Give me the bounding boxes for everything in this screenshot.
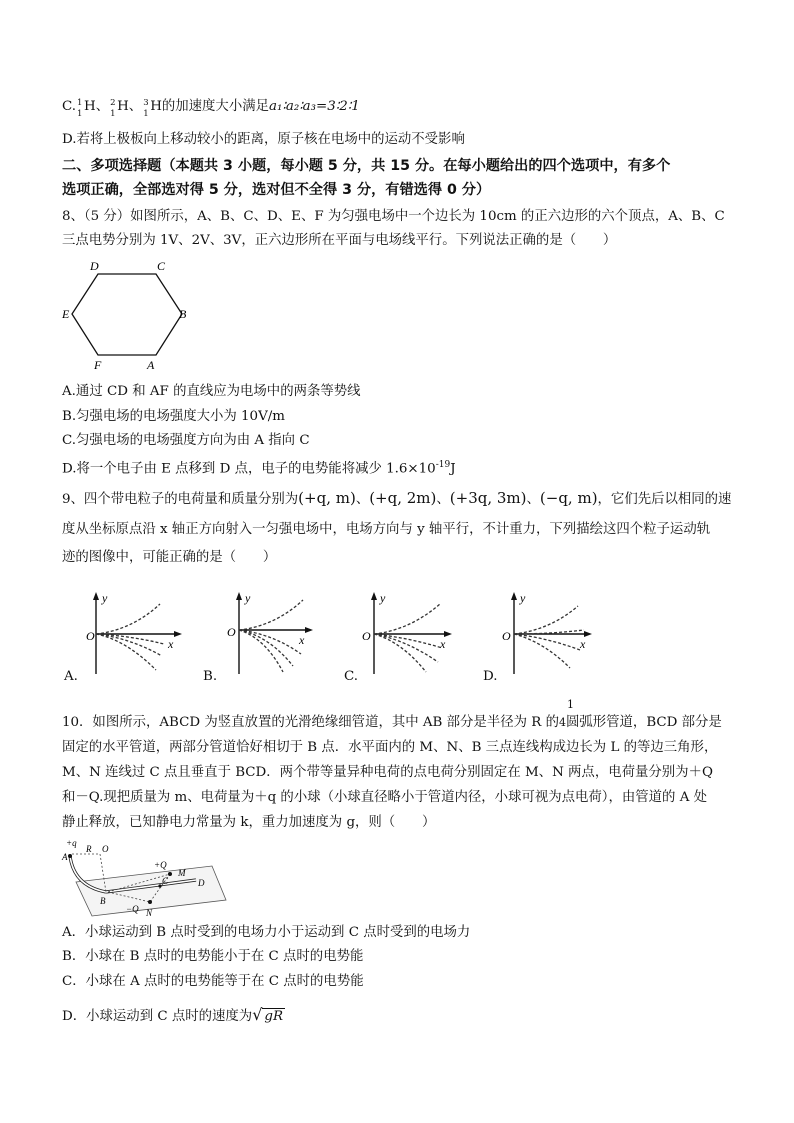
particle-3: (+3q, 3m) bbox=[449, 489, 527, 507]
svg-text:B: B bbox=[100, 896, 106, 906]
q9-stem-line2: 度从坐标原点沿 x 轴正方向射入一匀强电场中，电场方向与 y 轴平行，不计重力，下列描绘这四个粒子运动轨 bbox=[62, 522, 711, 537]
svg-text:O: O bbox=[362, 629, 371, 643]
svg-text:+q: +q bbox=[66, 838, 77, 848]
trajectory-graph-b bbox=[225, 590, 325, 680]
fraction-denominator: 4 bbox=[558, 716, 566, 729]
svg-text:D: D bbox=[198, 878, 205, 888]
svg-text:y: y bbox=[380, 591, 386, 605]
q8-stem-line2: 三点电势分别为 1V、2V、3V，正六边形所在平面与电场线平行。下列说法正确的是（ ） bbox=[62, 233, 617, 248]
svg-text:y: y bbox=[520, 591, 526, 605]
q10-option-d: D．小球运动到 C 点时的速度为√ gR bbox=[62, 1005, 284, 1024]
origin-label: O bbox=[86, 629, 95, 643]
svg-text:R: R bbox=[86, 844, 92, 854]
vertex-label-e: E bbox=[62, 307, 70, 321]
q8-option-d: D.将一个电子由 E 点移到 D 点，电子的电势能将减少 $1.6\times 10^{-19}J$ bbox=[62, 460, 456, 477]
q9-stem-line1: 9、四个带电粒子的电荷量和质量分别为(+q, m)、(+q, 2m)、(+3q, 3m)、(−q, m)，它们先后以相同的速 bbox=[62, 489, 732, 507]
hexagon bbox=[72, 274, 182, 355]
svg-text:N: N bbox=[146, 908, 153, 918]
q8-stem-line1: 8、（5 分）如图所示，A、B、C、D、E、F 为匀强电场中一个边长为 10cm 的正六边形的六个顶点，A、B、C bbox=[62, 209, 725, 224]
q10-stem-line3: M、N 连线过 C 点且垂直于 BCD．两个带等量异种电荷的点电荷分别固定在 M、N 两点，电荷量分别为＋Q bbox=[62, 765, 713, 780]
particle-1: (+q, m) bbox=[298, 489, 356, 507]
pipe-figure bbox=[62, 838, 232, 918]
vertex-label-a: A bbox=[147, 358, 155, 372]
sqrt-radicand: gR bbox=[264, 1009, 284, 1024]
svg-text:A: A bbox=[62, 852, 68, 862]
svg-text:O: O bbox=[502, 629, 511, 643]
vertex-label-b: B bbox=[179, 307, 187, 321]
q10-option-a: A．小球运动到 B 点时受到的电场力小于运动到 C 点时受到的电场力 bbox=[62, 925, 471, 940]
q8-option-a: A.通过 CD 和 AF 的直线应为电场中的两条等势线 bbox=[62, 384, 361, 399]
svg-text:+Q: +Q bbox=[154, 860, 167, 870]
isotope-2: 2 1 bbox=[110, 98, 116, 119]
x-axis-label: x bbox=[168, 637, 174, 651]
svg-text:O: O bbox=[102, 844, 109, 854]
q9-option-label-c: C. bbox=[344, 669, 359, 684]
q9-option-label-b: B. bbox=[203, 669, 218, 684]
q10-option-c: C．小球在 A 点时的电势能等于在 C 点时的电势能 bbox=[62, 974, 364, 989]
svg-text:y: y bbox=[245, 591, 251, 605]
q10-stem-line5: 静止释放，已知静电力常量为 k，重力加速度为 g，则（ ） bbox=[62, 815, 436, 830]
particle-2: (+q, 2m) bbox=[369, 489, 437, 507]
section-heading-line2: 选项正确，全部选对得 5 分，选对但不全得 3 分，有错选得 0 分） bbox=[62, 182, 491, 198]
fraction-numerator: 1 bbox=[567, 698, 574, 711]
vertex-label-c: C bbox=[157, 259, 166, 273]
svg-text:O: O bbox=[227, 625, 236, 639]
hexagon-figure bbox=[60, 258, 190, 370]
q10-stem-line2: 固定的水平管道，两部分管道恰好相切于 B 点．水平面内的 M、N、B 三点连线构成边长为 L 的等边三角形， bbox=[62, 740, 718, 755]
sqrt-symbol: √ bbox=[252, 1005, 263, 1024]
svg-text:−Q: −Q bbox=[126, 904, 139, 914]
vertex-label-d: D bbox=[90, 259, 99, 273]
q10-stem-line1: 10．如图所示，ABCD 为竖直放置的光滑绝缘细管道，其中 AB 部分是半径为 R 的4圆弧形管道，BCD 部分是 bbox=[62, 715, 722, 730]
isotope-3: 3 1 bbox=[143, 98, 149, 119]
q7-option-c: C. 1 1 H、 2 1 H、 3 1 H的加速度大小满足a₁∶a₂∶a₃=3∶2∶1 bbox=[62, 98, 360, 119]
isotope-1: 1 1 bbox=[77, 98, 83, 119]
svg-text:x: x bbox=[299, 633, 305, 647]
svg-text:M: M bbox=[178, 868, 186, 878]
trajectory-graph-d bbox=[500, 590, 600, 680]
svg-text:C: C bbox=[162, 876, 169, 886]
q9-option-label-a: A. bbox=[64, 669, 78, 684]
particle-4: (−q, m) bbox=[539, 489, 598, 507]
q10-stem-line4: 和－Q.现把质量为 m、电荷量为＋q 的小球（小球直径略小于管道内径，小球可视为点电荷），由管道的 A 处 bbox=[62, 790, 708, 805]
svg-text:x: x bbox=[440, 637, 446, 651]
q9-stem-line3: 迹的图像中，可能正确的是（ ） bbox=[62, 550, 277, 565]
q8-option-b: B.匀强电场的电场强度大小为 10V/m bbox=[62, 409, 285, 424]
section-heading-line1: 二、多项选择题（本题共 3 小题，每小题 5 分，共 15 分。在每小题给出的四个选项中，有多个 bbox=[62, 158, 671, 174]
trajectory-graph-a bbox=[82, 590, 182, 680]
vertex-label-f: F bbox=[94, 358, 102, 372]
trajectory-graph-c bbox=[360, 590, 460, 680]
q7-option-d: D.若将上极板向上移动较小的距离，原子核在电场中的运动不受影响 bbox=[62, 132, 465, 147]
q10-option-b: B．小球在 B 点时的电势能小于在 C 点时的电势能 bbox=[62, 949, 364, 964]
y-axis-label: y bbox=[102, 591, 108, 605]
q9-option-label-d: D. bbox=[483, 669, 498, 684]
svg-text:x: x bbox=[580, 637, 586, 651]
q8-option-c: C.匀强电场的电场强度方向为由 A 指向 C bbox=[62, 433, 310, 448]
